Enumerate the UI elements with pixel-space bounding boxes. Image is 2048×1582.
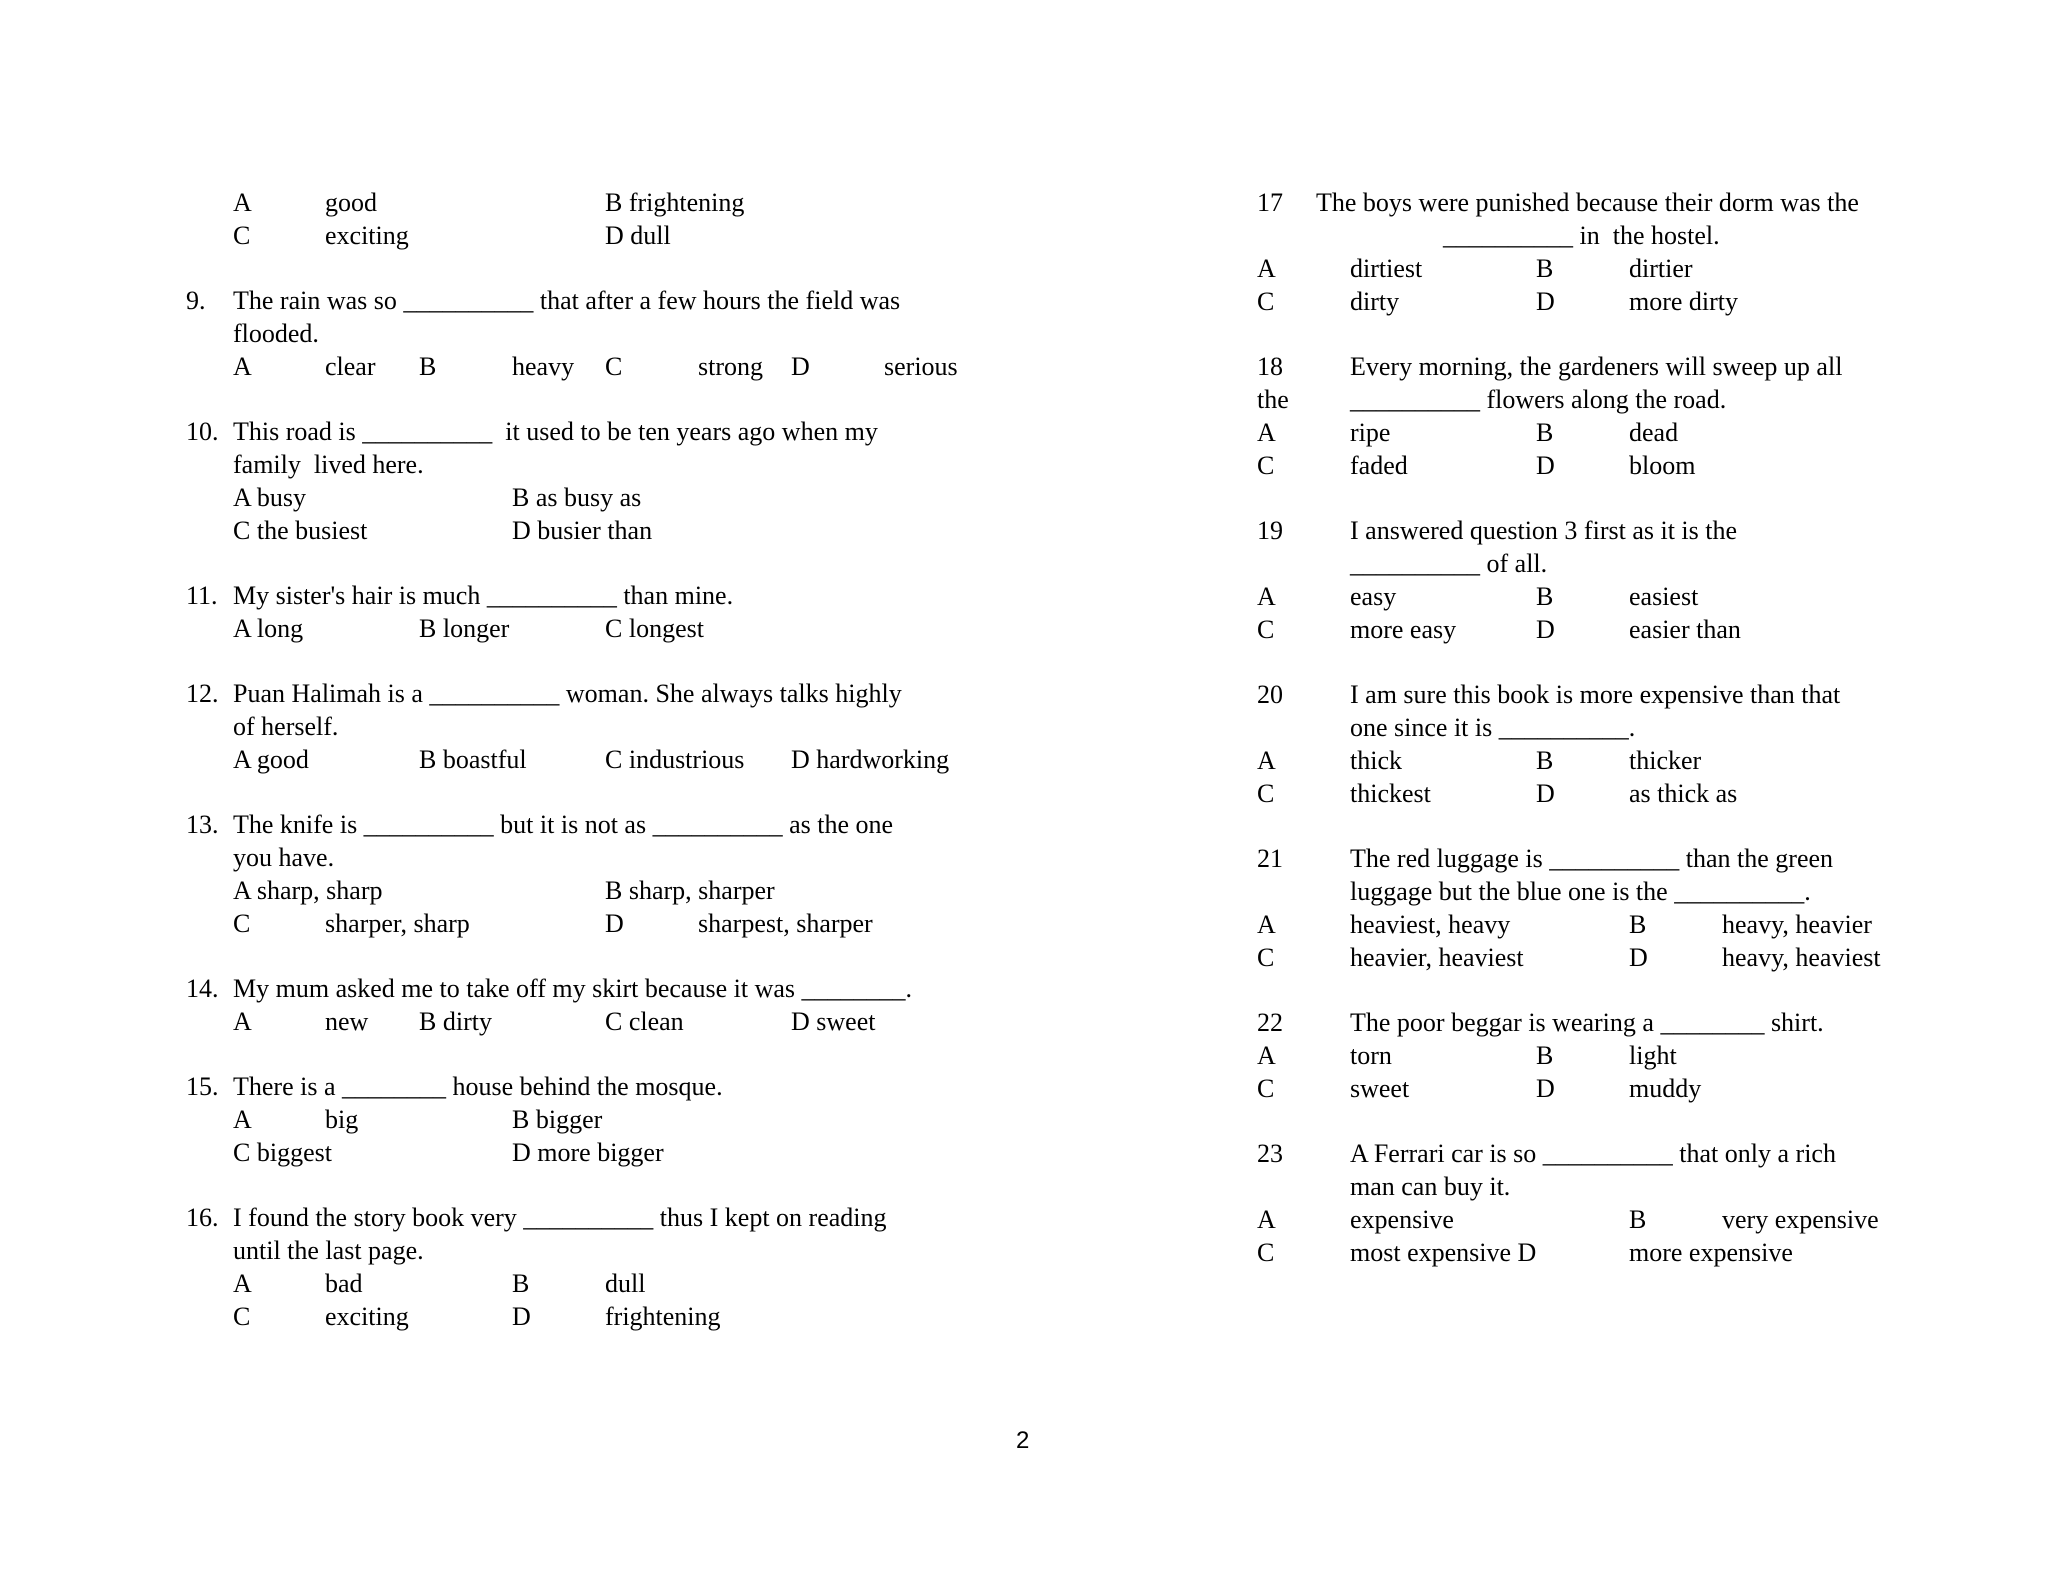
option-letter: C [1257,943,1275,972]
option-text: exciting [325,1302,409,1331]
option-text: easy [1350,582,1397,611]
option-text: clear [325,352,376,381]
question-text: I am sure this book is more expensive than that [1350,680,1841,709]
option-text: dull [605,1269,646,1298]
option-text: light [1629,1041,1677,1070]
option-letter: D [791,352,810,381]
option-letter: B [1536,746,1554,775]
question-number: 13. [186,810,219,839]
option-text: heavier, heaviest [1350,943,1524,972]
option-text: good [325,188,377,217]
option-text: strong [698,352,763,381]
option-letter: A [1257,582,1276,611]
option-text: B bigger [512,1105,603,1134]
option-text: thickest [1350,779,1431,808]
option-text: D busier than [512,516,653,545]
option-letter: A [1257,1205,1276,1234]
option-letter: D [512,1302,531,1331]
option-letter: D [1536,287,1555,316]
option-letter: A [233,1269,252,1298]
question-text: one since it is __________. [1350,713,1636,742]
option-letter: B [1629,910,1647,939]
option-text: C clean [605,1007,684,1036]
option-text: D sweet [791,1007,876,1036]
option-text: dirtier [1629,254,1693,283]
option-text: bloom [1629,451,1696,480]
option-text: expensive [1350,1205,1454,1234]
option-letter: B [1536,418,1554,447]
option-text: sharper, sharp [325,909,470,938]
option-text: heavy, heaviest [1722,943,1881,972]
option-text: more expensive [1629,1238,1793,1267]
option-letter: D [1536,1074,1555,1103]
option-letter: D [1536,779,1555,808]
option-text: A long [233,614,304,643]
option-letter: B [1536,582,1554,611]
option-text: A busy [233,483,306,512]
question-number: 10. [186,417,219,446]
question-number: 12. [186,679,219,708]
question-text: The rain was so __________ that after a few hours the field was [233,286,901,315]
option-text: serious [884,352,958,381]
question-text: __________ in the hostel. [1443,221,1720,250]
option-text: C the busiest [233,516,368,545]
option-text: dead [1629,418,1679,447]
question-number: 14. [186,974,219,1003]
question-text: the [1257,385,1289,414]
question-text: This road is __________ it used to be ten years ago when my [233,417,878,446]
question-number: 21 [1257,844,1283,873]
question-number: 11. [186,581,218,610]
option-letter: D [1629,943,1648,972]
question-text: Every morning, the gardeners will sweep up all [1350,352,1843,381]
option-text: C industrious [605,745,745,774]
option-letter: C [605,352,623,381]
option-letter: C [1257,451,1275,480]
option-letter: A [233,1007,252,1036]
option-letter: A [1257,1041,1276,1070]
question-text: My mum asked me to take off my skirt because it was ________. [233,974,913,1003]
option-text: most expensive D [1350,1238,1537,1267]
option-text: B frightening [605,188,745,217]
option-text: faded [1350,451,1408,480]
question-number: 16. [186,1203,219,1232]
option-letter: D [1536,451,1555,480]
question-text: until the last page. [233,1236,424,1265]
option-text: frightening [605,1302,721,1331]
option-text: bad [325,1269,363,1298]
option-text: torn [1350,1041,1392,1070]
option-text: new [325,1007,369,1036]
question-text: luggage but the blue one is the __________. [1350,877,1811,906]
option-letter: B [1629,1205,1647,1234]
option-letter: A [233,188,252,217]
option-letter: D [605,909,624,938]
option-letter: B [1536,1041,1554,1070]
option-letter: B [512,1269,530,1298]
question-text: The red luggage is __________ than the green [1350,844,1834,873]
option-text: exciting [325,221,409,250]
question-text: of herself. [233,712,339,741]
question-text: I answered question 3 first as it is the [1350,516,1738,545]
option-text: D dull [605,221,671,250]
option-text: B as busy as [512,483,642,512]
option-text: D more bigger [512,1138,664,1167]
question-number: 17 [1257,188,1283,217]
question-number: 20 [1257,680,1283,709]
option-text: C longest [605,614,704,643]
option-letter: C [233,1302,251,1331]
question-text: __________ of all. [1350,549,1548,578]
option-text: sweet [1350,1074,1410,1103]
question-number: 9. [186,286,206,315]
question-text: family lived here. [233,450,424,479]
option-letter: C [233,221,251,250]
question-text: __________ flowers along the road. [1350,385,1727,414]
question-text: Puan Halimah is a __________ woman. She always talks highly [233,679,902,708]
question-number: 19 [1257,516,1283,545]
question-text: There is a ________ house behind the mosque. [233,1072,723,1101]
question-text: My sister's hair is much __________ than mine. [233,581,734,610]
option-letter: C [1257,1074,1275,1103]
option-text: big [325,1105,359,1134]
option-text: B longer [419,614,510,643]
option-text: C biggest [233,1138,332,1167]
option-letter: C [1257,1238,1275,1267]
option-letter: A [1257,746,1276,775]
option-text: muddy [1629,1074,1702,1103]
option-letter: A [1257,254,1276,283]
option-text: B sharp, sharper [605,876,775,905]
option-text: B dirty [419,1007,492,1036]
option-text: thick [1350,746,1402,775]
option-text: easier than [1629,615,1741,644]
option-text: heavy, heavier [1722,910,1872,939]
option-letter: B [419,352,437,381]
option-letter: A [233,1105,252,1134]
option-letter: C [1257,615,1275,644]
option-text: A sharp, sharp [233,876,383,905]
page-number: 2 [1016,1427,1030,1454]
option-text: ripe [1350,418,1391,447]
question-number: 22 [1257,1008,1283,1037]
option-text: sharpest, sharper [698,909,873,938]
option-text: D hardworking [791,745,950,774]
option-text: as thick as [1629,779,1738,808]
option-text: heaviest, heavy [1350,910,1511,939]
option-letter: A [1257,418,1276,447]
option-text: dirtiest [1350,254,1423,283]
option-text: thicker [1629,746,1702,775]
question-text: The poor beggar is wearing a ________ shirt. [1350,1008,1824,1037]
option-letter: C [1257,287,1275,316]
option-letter: A [1257,910,1276,939]
question-text: A Ferrari car is so __________ that only a rich [1350,1139,1836,1168]
question-text: I found the story book very __________ thus I kept on reading [233,1203,887,1232]
question-text: man can buy it. [1350,1172,1511,1201]
option-text: A good [233,745,309,774]
option-letter: A [233,352,252,381]
option-text: B boastful [419,745,527,774]
option-text: easiest [1629,582,1699,611]
option-text: dirty [1350,287,1400,316]
question-number: 15. [186,1072,219,1101]
question-text: The knife is __________ but it is not as __________ as the one [233,810,894,839]
option-text: more dirty [1629,287,1739,316]
option-letter: C [233,909,251,938]
question-text: flooded. [233,319,319,348]
option-text: more easy [1350,615,1457,644]
option-letter: C [1257,779,1275,808]
option-letter: D [1536,615,1555,644]
option-letter: B [1536,254,1554,283]
question-number: 23 [1257,1139,1283,1168]
question-text: you have. [233,843,335,872]
option-text: heavy [512,352,575,381]
option-text: very expensive [1722,1205,1879,1234]
question-text: The boys were punished because their dorm was the [1316,188,1859,217]
question-number: 18 [1257,352,1283,381]
